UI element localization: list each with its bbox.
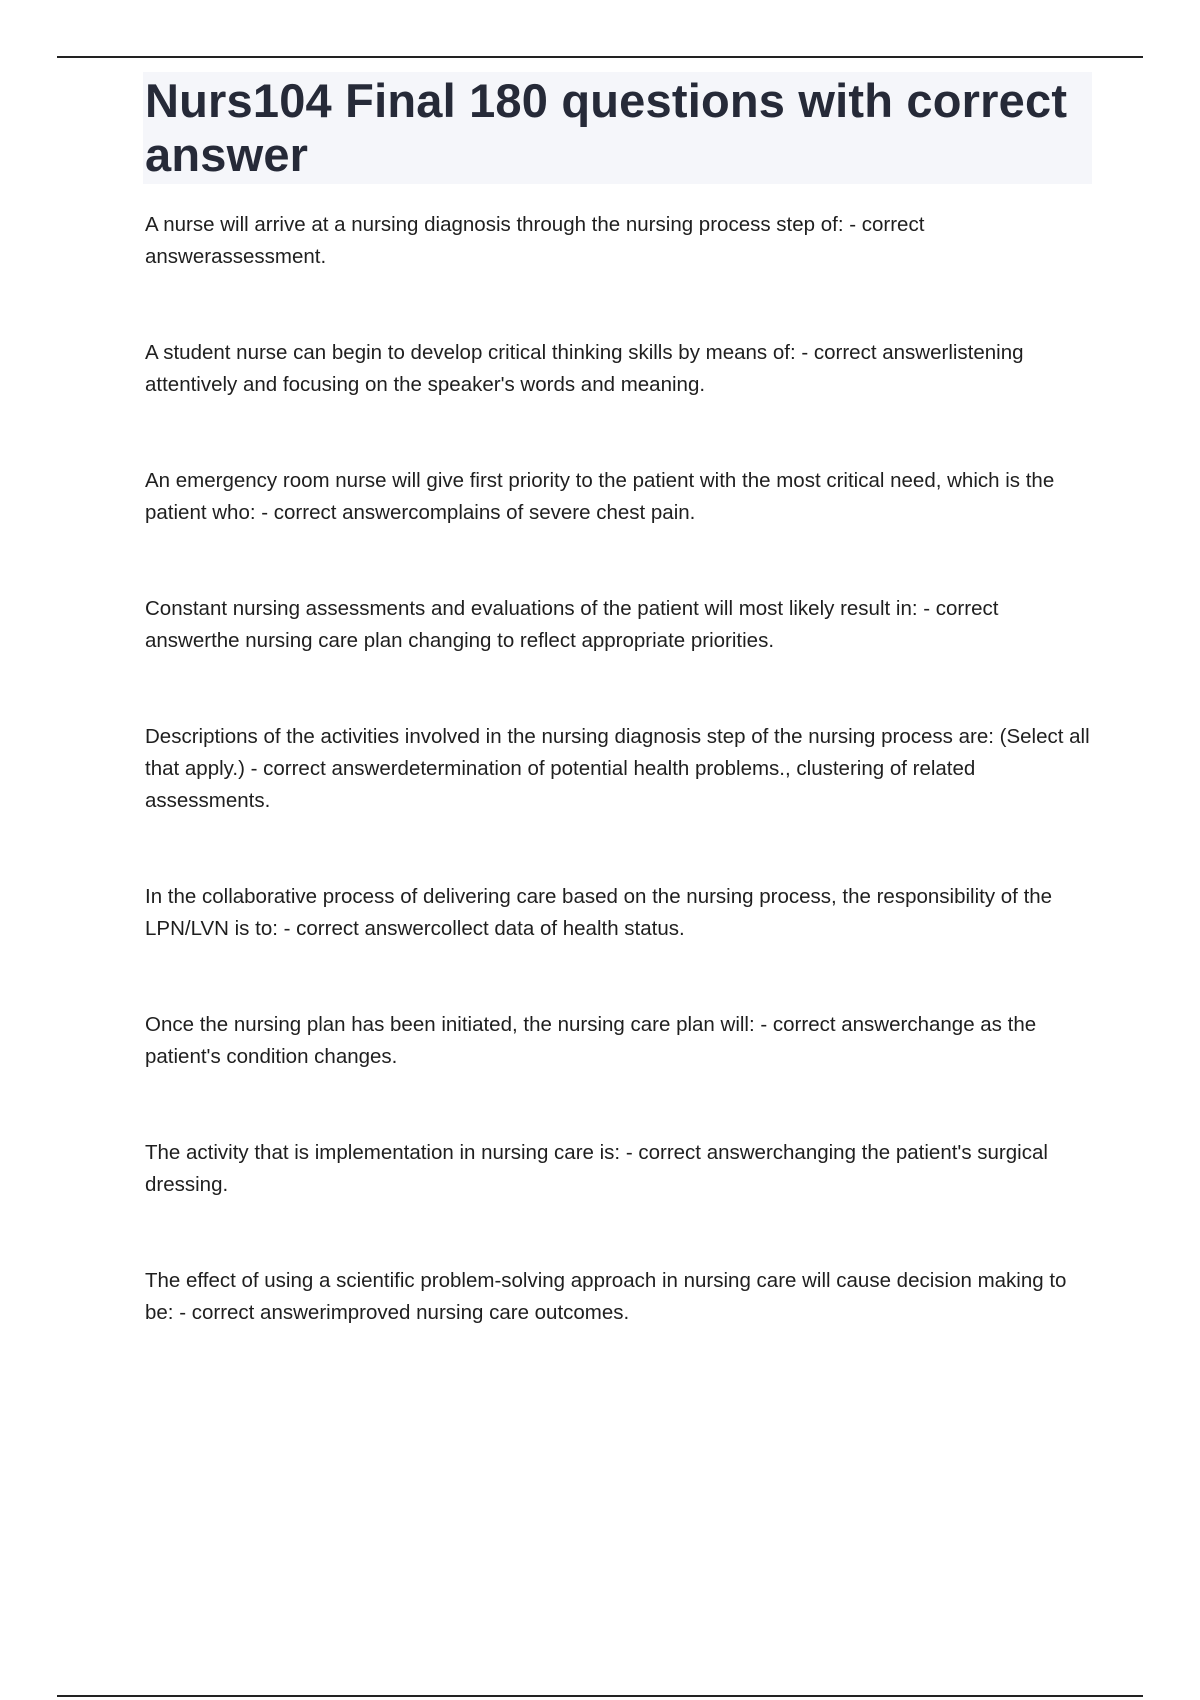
question-answer-item: A nurse will arrive at a nursing diagnosis through the nursing process step of: - correct answerassessment. [145,213,925,268]
question-answer-item: An emergency room nurse will give first priority to the patient with the most critical need, which is the patient who: - correct answercomplains of severe chest pain. [145,469,1055,524]
top-divider [57,56,1143,58]
bottom-divider [57,1695,1143,1697]
question-list [145,209,1090,1393]
question-answer-item: A student nurse can begin to develop critical thinking skills by means of: - correct answerlistening attentively and focusing on the speaker's words and meaning. [145,341,1024,396]
question-answer-item: In the collaborative process of delivering care based on the nursing process, the responsibility of the LPN/LVN is to: - correct answercollect data of health status. [145,885,1053,940]
title-banner [143,72,1092,184]
question-answer-item: Descriptions of the activities involved in the nursing diagnosis step of the nursing process are: (Select all that apply.) - correct answerdetermination of potential health problems., clustering of related assessments. [145,725,1090,812]
question-answer-item: Once the nursing plan has been initiated, the nursing care plan will: - correct answerchange as the patient's condition changes. [145,1013,1037,1068]
question-answer-item: Constant nursing assessments and evaluations of the patient will most likely result in: - correct answerthe nursing care plan changing to reflect appropriate priorities. [145,597,999,652]
question-answer-item: The activity that is implementation in nursing care is: - correct answerchanging the patient's surgical dressing. [145,1141,1048,1196]
question-answer-item: The effect of using a scientific problem-solving approach in nursing care will cause decision making to be: - correct answerimproved nursing care outcomes. [145,1269,1067,1324]
page-title: Nurs104 Final 180 questions with correct answer [145,74,1068,181]
